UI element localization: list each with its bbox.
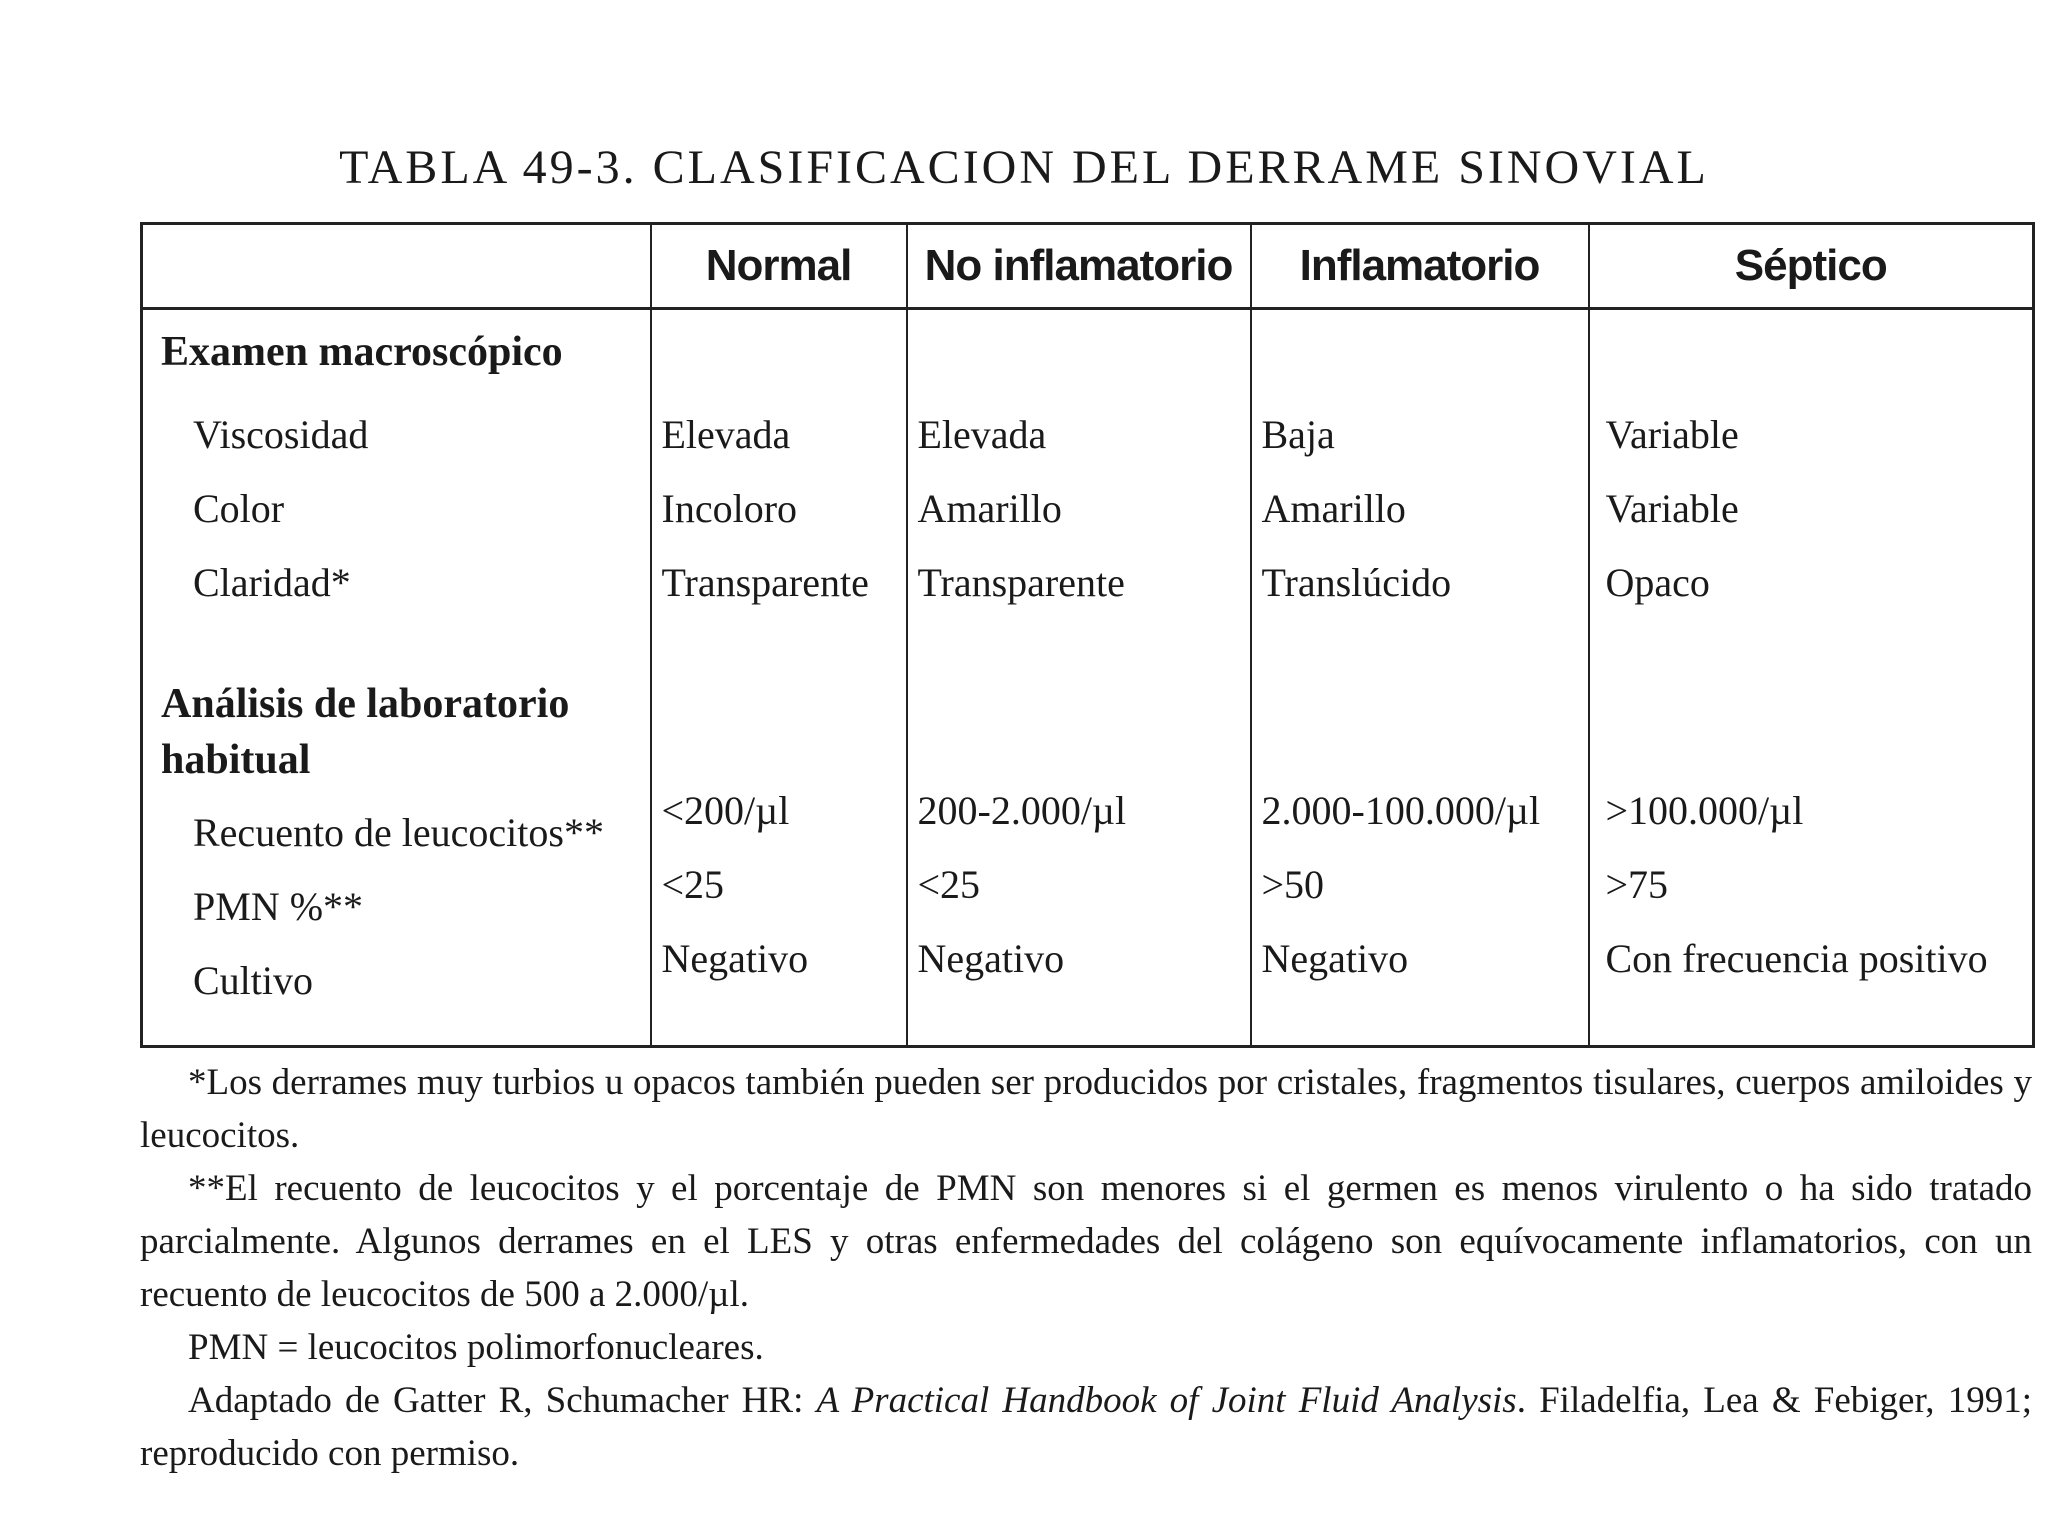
header-row [142,224,2034,309]
cell-noinf-cultivo: Negativo [917,936,1065,981]
cell-noinf-color: Amarillo [917,486,1062,531]
cell-normal-color: Incoloro [661,486,798,531]
column-septico [1589,309,2034,1047]
cell-sep-pmn: >75 [1605,862,1669,907]
row-label-claridad: Claridad* [193,560,351,605]
source-prefix: Adaptado de Gatter R, Schumacher HR: [188,1380,817,1421]
cell-sep-cultivo: Con frecuencia positivo [1605,936,1988,981]
cell-sep-viscosidad: Variable [1605,412,1739,457]
section-heading-lab: Análisis de laboratorio habitual [161,681,570,783]
row-label-recuento: Recuento de leucocitos** [193,810,604,855]
cell-inf-claridad: Translúcido [1261,560,1452,605]
row-label-pmn: PMN %** [193,884,364,929]
footnote-turbidity: *Los derrames muy turbios u opacos también pueden ser producidos por cristales, fragmentos tisulares, cuerpos amiloides y leucocitos. [140,1062,2032,1156]
header-no-inflamatorio: No inflamatorio [907,224,1251,309]
header-normal: Normal [651,224,907,309]
source-book-title: A Practical Handbook of Joint Fluid Analysis [816,1380,1517,1421]
cell-normal-claridad: Transparente [661,560,869,605]
section-heading-macroscopic: Examen macroscópico [161,329,563,375]
footnote-pmn-definition: PMN = leucocitos polimorfonucleares. [188,1327,764,1368]
table-footnotes [140,1056,2032,1480]
row-labels-column [142,309,651,1047]
column-inflamatorio [1251,309,1589,1047]
classification-table [140,222,2035,1048]
footnote-leukocytes: **El recuento de leucocitos y el porcentaje de PMN son menores si el germen es menos virulento o ha sido tratado parcialmente. Algunos derrames en el LES y otras enfermedades del colágeno son equívocamente inflamatorios, con un recuento de leucocitos de 500 a 2.000/µl. [140,1168,2032,1315]
cell-sep-recuento: >100.000/µl [1605,788,1804,833]
cell-normal-pmn: <25 [661,862,725,907]
column-no-inflamatorio [907,309,1251,1047]
header-septico: Séptico [1589,224,2034,309]
row-label-color: Color [193,486,285,531]
cell-inf-recuento: 2.000-100.000/µl [1261,788,1541,833]
cell-normal-cultivo: Negativo [661,936,809,981]
cell-inf-pmn: >50 [1261,862,1325,907]
cell-inf-viscosidad: Baja [1261,412,1335,457]
cell-sep-color: Variable [1605,486,1739,531]
row-label-viscosidad: Viscosidad [193,412,369,457]
header-empty [142,224,651,309]
cell-inf-color: Amarillo [1261,486,1406,531]
classification-table-wrapper [140,222,2032,1048]
header-inflamatorio: Inflamatorio [1251,224,1589,309]
cell-normal-recuento: <200/µl [661,788,790,833]
table-title: TABLA 49-3. CLASIFICACION DEL DERRAME SINOVIAL [339,141,1709,194]
cell-noinf-viscosidad: Elevada [917,412,1047,457]
footnote-source [140,1374,2032,1480]
column-normal [651,309,907,1047]
cell-noinf-pmn: <25 [917,862,981,907]
cell-sep-claridad: Opaco [1605,560,1710,605]
cell-inf-cultivo: Negativo [1261,936,1409,981]
source-suffix: . Filadelfia, Lea & Febiger, 1991; reproducido con permiso. [140,1380,2032,1474]
cell-normal-viscosidad: Elevada [661,412,791,457]
body-row [142,309,2034,1047]
row-label-cultivo: Cultivo [193,958,314,1003]
cell-noinf-recuento: 200-2.000/µl [917,788,1127,833]
cell-noinf-claridad: Transparente [917,560,1125,605]
